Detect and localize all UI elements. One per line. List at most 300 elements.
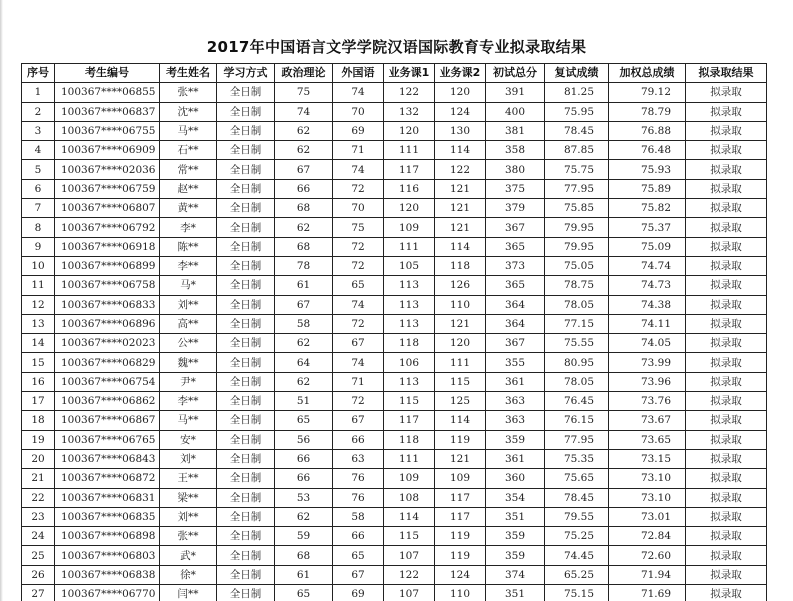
- cell-admission-result: 拟录取: [686, 546, 767, 565]
- cell-seq: 7: [22, 199, 55, 218]
- cell-admission-result: 拟录取: [686, 237, 767, 256]
- cell-initial-total: 359: [486, 546, 545, 565]
- cell-study-mode: 全日制: [217, 488, 275, 507]
- cell-weighted-total: 73.01: [609, 507, 686, 526]
- cell-subject-1: 109: [384, 469, 435, 488]
- cell-subject-2: 121: [435, 218, 486, 237]
- cell-admission-result: 拟录取: [686, 121, 767, 140]
- cell-initial-total: 359: [486, 527, 545, 546]
- cell-politics: 62: [275, 372, 333, 391]
- cell-politics: 66: [275, 469, 333, 488]
- cell-seq: 19: [22, 430, 55, 449]
- cell-weighted-total: 75.09: [609, 237, 686, 256]
- cell-retest-score: 79.95: [545, 237, 609, 256]
- cell-subject-2: 122: [435, 160, 486, 179]
- cell-exam-id: 100367****06918: [55, 237, 160, 256]
- table-row: [22, 430, 767, 449]
- table-row: [22, 256, 767, 275]
- cell-politics: 62: [275, 334, 333, 353]
- cell-seq: 26: [22, 565, 55, 584]
- cell-name: 马*: [160, 276, 217, 295]
- cell-initial-total: 381: [486, 121, 545, 140]
- cell-study-mode: 全日制: [217, 218, 275, 237]
- cell-name: 赵**: [160, 179, 217, 198]
- cell-seq: 9: [22, 237, 55, 256]
- cell-retest-score: 87.85: [545, 141, 609, 160]
- cell-subject-1: 111: [384, 141, 435, 160]
- cell-weighted-total: 71.69: [609, 585, 686, 601]
- cell-retest-score: 75.65: [545, 469, 609, 488]
- cell-exam-id: 100367****02036: [55, 160, 160, 179]
- cell-seq: 4: [22, 141, 55, 160]
- table-row: [22, 353, 767, 372]
- cell-exam-id: 100367****06837: [55, 102, 160, 121]
- cell-weighted-total: 72.84: [609, 527, 686, 546]
- table-row: [22, 121, 767, 140]
- cell-weighted-total: 75.82: [609, 199, 686, 218]
- cell-name: 武*: [160, 546, 217, 565]
- cell-initial-total: 361: [486, 449, 545, 468]
- cell-retest-score: 78.75: [545, 276, 609, 295]
- cell-foreign-language: 69: [333, 585, 384, 601]
- cell-admission-result: 拟录取: [686, 353, 767, 372]
- cell-subject-1: 118: [384, 430, 435, 449]
- cell-foreign-language: 67: [333, 565, 384, 584]
- cell-subject-1: 113: [384, 276, 435, 295]
- cell-exam-id: 100367****06759: [55, 179, 160, 198]
- cell-subject-1: 107: [384, 546, 435, 565]
- cell-foreign-language: 71: [333, 372, 384, 391]
- cell-exam-id: 100367****06862: [55, 392, 160, 411]
- table-row: [22, 507, 767, 526]
- cell-exam-id: 100367****06831: [55, 488, 160, 507]
- cell-name: 尹*: [160, 372, 217, 391]
- cell-weighted-total: 75.89: [609, 179, 686, 198]
- cell-name: 王**: [160, 469, 217, 488]
- table-row: [22, 449, 767, 468]
- cell-subject-1: 122: [384, 83, 435, 102]
- header-seq: 序号: [22, 64, 55, 83]
- cell-politics: 58: [275, 314, 333, 333]
- cell-admission-result: 拟录取: [686, 372, 767, 391]
- cell-admission-result: 拟录取: [686, 141, 767, 160]
- cell-seq: 11: [22, 276, 55, 295]
- cell-name: 刘**: [160, 507, 217, 526]
- cell-initial-total: 365: [486, 276, 545, 295]
- cell-subject-1: 117: [384, 411, 435, 430]
- cell-retest-score: 81.25: [545, 83, 609, 102]
- cell-retest-score: 80.95: [545, 353, 609, 372]
- cell-name: 沈**: [160, 102, 217, 121]
- cell-exam-id: 100367****06758: [55, 276, 160, 295]
- cell-retest-score: 79.95: [545, 218, 609, 237]
- cell-name: 公**: [160, 334, 217, 353]
- cell-subject-2: 110: [435, 295, 486, 314]
- cell-retest-score: 75.55: [545, 334, 609, 353]
- admission-results-table: [21, 63, 767, 601]
- cell-subject-2: 114: [435, 411, 486, 430]
- cell-subject-2: 124: [435, 102, 486, 121]
- cell-exam-id: 100367****06835: [55, 507, 160, 526]
- cell-initial-total: 351: [486, 585, 545, 601]
- cell-subject-2: 120: [435, 334, 486, 353]
- cell-admission-result: 拟录取: [686, 527, 767, 546]
- cell-foreign-language: 74: [333, 353, 384, 372]
- cell-exam-id: 100367****06792: [55, 218, 160, 237]
- cell-name: 魏**: [160, 353, 217, 372]
- cell-politics: 67: [275, 295, 333, 314]
- cell-study-mode: 全日制: [217, 121, 275, 140]
- cell-seq: 15: [22, 353, 55, 372]
- header-foreign-language: 外国语: [333, 64, 384, 83]
- cell-politics: 51: [275, 392, 333, 411]
- cell-subject-1: 111: [384, 237, 435, 256]
- cell-politics: 62: [275, 507, 333, 526]
- cell-subject-1: 122: [384, 565, 435, 584]
- table-row: [22, 179, 767, 198]
- table-row: [22, 218, 767, 237]
- cell-subject-2: 114: [435, 141, 486, 160]
- header-exam-id: 考生编号: [55, 64, 160, 83]
- cell-exam-id: 100367****06803: [55, 546, 160, 565]
- cell-retest-score: 74.45: [545, 546, 609, 565]
- cell-politics: 67: [275, 160, 333, 179]
- cell-weighted-total: 74.05: [609, 334, 686, 353]
- cell-seq: 25: [22, 546, 55, 565]
- cell-politics: 68: [275, 546, 333, 565]
- header-name: 考生姓名: [160, 64, 217, 83]
- cell-admission-result: 拟录取: [686, 392, 767, 411]
- header-initial-total: 初试总分: [486, 64, 545, 83]
- header-politics: 政治理论: [275, 64, 333, 83]
- cell-name: 石**: [160, 141, 217, 160]
- cell-admission-result: 拟录取: [686, 565, 767, 584]
- cell-exam-id: 100367****06829: [55, 353, 160, 372]
- cell-foreign-language: 72: [333, 256, 384, 275]
- cell-study-mode: 全日制: [217, 507, 275, 526]
- cell-foreign-language: 72: [333, 179, 384, 198]
- cell-retest-score: 75.15: [545, 585, 609, 601]
- cell-exam-id: 100367****06855: [55, 83, 160, 102]
- cell-admission-result: 拟录取: [686, 488, 767, 507]
- cell-initial-total: 367: [486, 218, 545, 237]
- cell-exam-id: 100367****06755: [55, 121, 160, 140]
- cell-politics: 53: [275, 488, 333, 507]
- cell-name: 徐*: [160, 565, 217, 584]
- cell-admission-result: 拟录取: [686, 160, 767, 179]
- cell-initial-total: 400: [486, 102, 545, 121]
- cell-study-mode: 全日制: [217, 276, 275, 295]
- cell-subject-1: 115: [384, 527, 435, 546]
- cell-study-mode: 全日制: [217, 160, 275, 179]
- table-row: [22, 199, 767, 218]
- cell-initial-total: 364: [486, 314, 545, 333]
- cell-subject-2: 110: [435, 585, 486, 601]
- cell-admission-result: 拟录取: [686, 449, 767, 468]
- document-title: 2017年中国语言文学学院汉语国际教育专业拟录取结果: [206, 38, 587, 56]
- cell-retest-score: 78.05: [545, 295, 609, 314]
- table-row: [22, 469, 767, 488]
- cell-weighted-total: 73.65: [609, 430, 686, 449]
- cell-retest-score: 79.55: [545, 507, 609, 526]
- table-row: [22, 546, 767, 565]
- cell-name: 黄**: [160, 199, 217, 218]
- header-retest-score: 复试成绩: [545, 64, 609, 83]
- cell-seq: 20: [22, 449, 55, 468]
- table-row: [22, 237, 767, 256]
- cell-politics: 66: [275, 179, 333, 198]
- table-row: [22, 488, 767, 507]
- cell-subject-1: 113: [384, 295, 435, 314]
- cell-subject-1: 118: [384, 334, 435, 353]
- cell-exam-id: 100367****06843: [55, 449, 160, 468]
- cell-initial-total: 367: [486, 334, 545, 353]
- cell-initial-total: 359: [486, 430, 545, 449]
- cell-study-mode: 全日制: [217, 527, 275, 546]
- cell-foreign-language: 66: [333, 527, 384, 546]
- cell-foreign-language: 70: [333, 199, 384, 218]
- table-row: [22, 83, 767, 102]
- cell-retest-score: 78.45: [545, 121, 609, 140]
- cell-seq: 1: [22, 83, 55, 102]
- cell-weighted-total: 76.88: [609, 121, 686, 140]
- cell-name: 李**: [160, 256, 217, 275]
- cell-name: 刘*: [160, 449, 217, 468]
- cell-study-mode: 全日制: [217, 411, 275, 430]
- cell-weighted-total: 76.48: [609, 141, 686, 160]
- cell-foreign-language: 70: [333, 102, 384, 121]
- cell-exam-id: 100367****06909: [55, 141, 160, 160]
- cell-admission-result: 拟录取: [686, 199, 767, 218]
- cell-study-mode: 全日制: [217, 141, 275, 160]
- cell-foreign-language: 74: [333, 295, 384, 314]
- cell-initial-total: 364: [486, 295, 545, 314]
- cell-seq: 3: [22, 121, 55, 140]
- cell-subject-1: 113: [384, 372, 435, 391]
- cell-initial-total: 373: [486, 256, 545, 275]
- cell-name: 李*: [160, 218, 217, 237]
- cell-seq: 22: [22, 488, 55, 507]
- cell-name: 李**: [160, 392, 217, 411]
- cell-exam-id: 100367****06872: [55, 469, 160, 488]
- cell-politics: 66: [275, 449, 333, 468]
- cell-exam-id: 100367****02023: [55, 334, 160, 353]
- cell-name: 马**: [160, 411, 217, 430]
- cell-weighted-total: 71.94: [609, 565, 686, 584]
- cell-admission-result: 拟录取: [686, 276, 767, 295]
- cell-foreign-language: 72: [333, 314, 384, 333]
- cell-name: 常**: [160, 160, 217, 179]
- cell-seq: 14: [22, 334, 55, 353]
- cell-study-mode: 全日制: [217, 546, 275, 565]
- header-subject-2: 业务课2: [435, 64, 486, 83]
- cell-initial-total: 363: [486, 392, 545, 411]
- cell-politics: 64: [275, 353, 333, 372]
- table-row: [22, 314, 767, 333]
- cell-exam-id: 100367****06765: [55, 430, 160, 449]
- cell-study-mode: 全日制: [217, 237, 275, 256]
- cell-study-mode: 全日制: [217, 469, 275, 488]
- cell-retest-score: 65.25: [545, 565, 609, 584]
- cell-initial-total: 375: [486, 179, 545, 198]
- table-row: [22, 372, 767, 391]
- cell-weighted-total: 73.10: [609, 469, 686, 488]
- cell-weighted-total: 73.76: [609, 392, 686, 411]
- cell-study-mode: 全日制: [217, 199, 275, 218]
- cell-subject-1: 106: [384, 353, 435, 372]
- cell-exam-id: 100367****06896: [55, 314, 160, 333]
- cell-study-mode: 全日制: [217, 314, 275, 333]
- cell-foreign-language: 58: [333, 507, 384, 526]
- cell-weighted-total: 72.60: [609, 546, 686, 565]
- cell-weighted-total: 73.15: [609, 449, 686, 468]
- cell-seq: 24: [22, 527, 55, 546]
- table-body: [22, 83, 767, 601]
- cell-weighted-total: 74.74: [609, 256, 686, 275]
- header-subject-1: 业务课1: [384, 64, 435, 83]
- cell-study-mode: 全日制: [217, 449, 275, 468]
- cell-study-mode: 全日制: [217, 83, 275, 102]
- cell-subject-1: 108: [384, 488, 435, 507]
- cell-exam-id: 100367****06838: [55, 565, 160, 584]
- cell-admission-result: 拟录取: [686, 334, 767, 353]
- cell-seq: 12: [22, 295, 55, 314]
- cell-admission-result: 拟录取: [686, 179, 767, 198]
- cell-seq: 6: [22, 179, 55, 198]
- cell-subject-1: 107: [384, 585, 435, 601]
- cell-retest-score: 75.95: [545, 102, 609, 121]
- cell-study-mode: 全日制: [217, 256, 275, 275]
- cell-foreign-language: 67: [333, 411, 384, 430]
- cell-exam-id: 100367****06807: [55, 199, 160, 218]
- cell-seq: 27: [22, 585, 55, 601]
- cell-subject-2: 118: [435, 256, 486, 275]
- cell-subject-2: 130: [435, 121, 486, 140]
- cell-subject-2: 121: [435, 449, 486, 468]
- cell-subject-2: 120: [435, 83, 486, 102]
- cell-name: 马**: [160, 121, 217, 140]
- cell-subject-2: 119: [435, 527, 486, 546]
- table-row: [22, 141, 767, 160]
- cell-name: 张**: [160, 83, 217, 102]
- cell-subject-1: 117: [384, 160, 435, 179]
- cell-name: 梁**: [160, 488, 217, 507]
- cell-name: 安*: [160, 430, 217, 449]
- cell-admission-result: 拟录取: [686, 102, 767, 121]
- cell-foreign-language: 65: [333, 276, 384, 295]
- cell-seq: 17: [22, 392, 55, 411]
- cell-subject-1: 115: [384, 392, 435, 411]
- cell-foreign-language: 74: [333, 160, 384, 179]
- cell-subject-1: 120: [384, 199, 435, 218]
- cell-exam-id: 100367****06754: [55, 372, 160, 391]
- cell-retest-score: 75.85: [545, 199, 609, 218]
- table-header-row: [22, 64, 767, 83]
- cell-weighted-total: 74.11: [609, 314, 686, 333]
- header-study-mode: 学习方式: [217, 64, 275, 83]
- cell-exam-id: 100367****06898: [55, 527, 160, 546]
- cell-admission-result: 拟录取: [686, 295, 767, 314]
- table-row: [22, 585, 767, 601]
- cell-retest-score: 75.05: [545, 256, 609, 275]
- cell-politics: 62: [275, 218, 333, 237]
- cell-politics: 78: [275, 256, 333, 275]
- cell-politics: 68: [275, 199, 333, 218]
- table-row: [22, 295, 767, 314]
- cell-weighted-total: 74.73: [609, 276, 686, 295]
- cell-politics: 61: [275, 565, 333, 584]
- cell-foreign-language: 67: [333, 334, 384, 353]
- cell-study-mode: 全日制: [217, 585, 275, 601]
- cell-foreign-language: 69: [333, 121, 384, 140]
- cell-seq: 13: [22, 314, 55, 333]
- cell-retest-score: 76.45: [545, 392, 609, 411]
- cell-politics: 62: [275, 141, 333, 160]
- cell-subject-1: 114: [384, 507, 435, 526]
- table-row: [22, 411, 767, 430]
- cell-exam-id: 100367****06833: [55, 295, 160, 314]
- cell-seq: 21: [22, 469, 55, 488]
- cell-seq: 23: [22, 507, 55, 526]
- cell-subject-1: 105: [384, 256, 435, 275]
- cell-admission-result: 拟录取: [686, 83, 767, 102]
- header-weighted-total: 加权总成绩: [609, 64, 686, 83]
- cell-foreign-language: 72: [333, 392, 384, 411]
- cell-foreign-language: 65: [333, 546, 384, 565]
- cell-initial-total: 360: [486, 469, 545, 488]
- cell-foreign-language: 66: [333, 430, 384, 449]
- cell-exam-id: 100367****06770: [55, 585, 160, 601]
- cell-admission-result: 拟录取: [686, 218, 767, 237]
- cell-admission-result: 拟录取: [686, 411, 767, 430]
- cell-weighted-total: 78.79: [609, 102, 686, 121]
- cell-retest-score: 75.25: [545, 527, 609, 546]
- cell-retest-score: 76.15: [545, 411, 609, 430]
- cell-initial-total: 354: [486, 488, 545, 507]
- cell-name: 闫**: [160, 585, 217, 601]
- cell-subject-2: 119: [435, 546, 486, 565]
- cell-subject-1: 109: [384, 218, 435, 237]
- cell-subject-2: 111: [435, 353, 486, 372]
- cell-initial-total: 379: [486, 199, 545, 218]
- cell-retest-score: 75.75: [545, 160, 609, 179]
- cell-study-mode: 全日制: [217, 430, 275, 449]
- cell-retest-score: 75.35: [545, 449, 609, 468]
- table-row: [22, 276, 767, 295]
- cell-retest-score: 78.05: [545, 372, 609, 391]
- cell-initial-total: 355: [486, 353, 545, 372]
- cell-weighted-total: 75.37: [609, 218, 686, 237]
- cell-politics: 59: [275, 527, 333, 546]
- cell-initial-total: 380: [486, 160, 545, 179]
- cell-weighted-total: 73.67: [609, 411, 686, 430]
- cell-subject-2: 125: [435, 392, 486, 411]
- cell-subject-1: 113: [384, 314, 435, 333]
- cell-exam-id: 100367****06867: [55, 411, 160, 430]
- cell-name: 陈**: [160, 237, 217, 256]
- header-admission-result: 拟录取结果: [686, 64, 767, 83]
- cell-subject-2: 117: [435, 488, 486, 507]
- cell-weighted-total: 73.96: [609, 372, 686, 391]
- page-edge-shadow: [0, 0, 3, 601]
- cell-seq: 8: [22, 218, 55, 237]
- cell-seq: 2: [22, 102, 55, 121]
- cell-name: 张**: [160, 527, 217, 546]
- cell-retest-score: 78.45: [545, 488, 609, 507]
- cell-subject-2: 109: [435, 469, 486, 488]
- table-row: [22, 392, 767, 411]
- table-row: [22, 334, 767, 353]
